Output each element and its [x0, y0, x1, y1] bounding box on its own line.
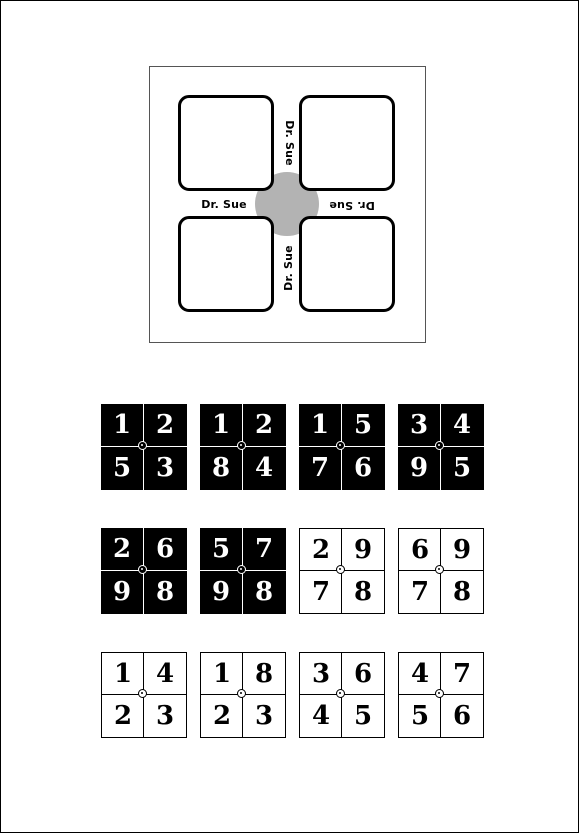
tile-number: 4 [155, 659, 175, 689]
number-tile[interactable] [200, 404, 286, 490]
board-label-left: Dr. Sue [201, 198, 247, 211]
tile-number: 4 [254, 453, 274, 483]
board-label-bottom: Dr. Sue [282, 245, 295, 291]
tile-number: 6 [353, 453, 373, 483]
tile-number: 6 [353, 659, 373, 689]
tile-number: 5 [211, 534, 231, 564]
tile-number: 1 [113, 659, 133, 689]
center-dot-icon [138, 689, 147, 698]
board-label-top: Dr. Sue [283, 120, 296, 166]
tile-number: 9 [353, 535, 373, 565]
number-tile[interactable] [398, 652, 484, 738]
tile-number: 1 [211, 410, 231, 440]
center-dot-icon [237, 565, 246, 574]
tile-number: 7 [254, 534, 274, 564]
tile-number: 7 [310, 453, 330, 483]
number-tile[interactable] [299, 652, 385, 738]
number-tile[interactable] [101, 404, 187, 490]
tile-number: 6 [155, 534, 175, 564]
tile-number: 2 [155, 410, 175, 440]
board-label-right: Dr. Sue [329, 199, 375, 212]
tile-number: 8 [254, 577, 274, 607]
tile-number: 6 [452, 701, 472, 731]
tile-number: 2 [113, 701, 133, 731]
tile-number: 7 [311, 577, 331, 607]
tile-number: 8 [211, 453, 231, 483]
tile-number: 6 [410, 535, 430, 565]
number-tile[interactable] [200, 652, 286, 738]
tile-number: 3 [409, 410, 429, 440]
tile-number: 4 [410, 659, 430, 689]
tile-number: 5 [112, 453, 132, 483]
tile-number: 8 [155, 577, 175, 607]
tile-number: 3 [254, 701, 274, 731]
center-dot-icon [336, 441, 345, 450]
tile-number: 3 [311, 659, 331, 689]
tile-number: 3 [155, 701, 175, 731]
center-dot-icon [138, 565, 147, 574]
center-dot-icon [435, 565, 444, 574]
tile-number: 1 [112, 410, 132, 440]
tile-number: 8 [353, 577, 373, 607]
tile-number: 2 [254, 410, 274, 440]
center-dot-icon [435, 441, 444, 450]
tile-number: 8 [254, 659, 274, 689]
tile-number: 7 [452, 659, 472, 689]
tile-number: 2 [311, 535, 331, 565]
tile-number: 7 [410, 577, 430, 607]
center-dot-icon [237, 441, 246, 450]
number-tile[interactable] [200, 528, 286, 614]
tile-number: 9 [409, 453, 429, 483]
center-dot-icon [237, 689, 246, 698]
number-tile[interactable] [101, 652, 187, 738]
tile-number: 4 [452, 410, 472, 440]
tile-number: 5 [452, 453, 472, 483]
tile-number: 4 [311, 701, 331, 731]
number-tile[interactable] [398, 528, 484, 614]
tile-number: 1 [310, 410, 330, 440]
tile-number: 3 [155, 453, 175, 483]
tile-number: 5 [353, 701, 373, 731]
number-tile[interactable] [398, 404, 484, 490]
number-tile[interactable] [299, 528, 385, 614]
tile-number: 2 [112, 534, 132, 564]
center-dot-icon [336, 689, 345, 698]
tile-number: 5 [353, 410, 373, 440]
tile-number: 9 [211, 577, 231, 607]
center-dot-icon [138, 441, 147, 450]
center-dot-icon [336, 565, 345, 574]
center-dot-icon [435, 689, 444, 698]
tile-number: 9 [112, 577, 132, 607]
tile-number: 5 [410, 701, 430, 731]
number-tile[interactable] [101, 528, 187, 614]
tile-number: 1 [212, 659, 232, 689]
tile-number: 9 [452, 535, 472, 565]
tile-number: 2 [212, 701, 232, 731]
number-tile[interactable] [299, 404, 385, 490]
tile-number: 8 [452, 577, 472, 607]
